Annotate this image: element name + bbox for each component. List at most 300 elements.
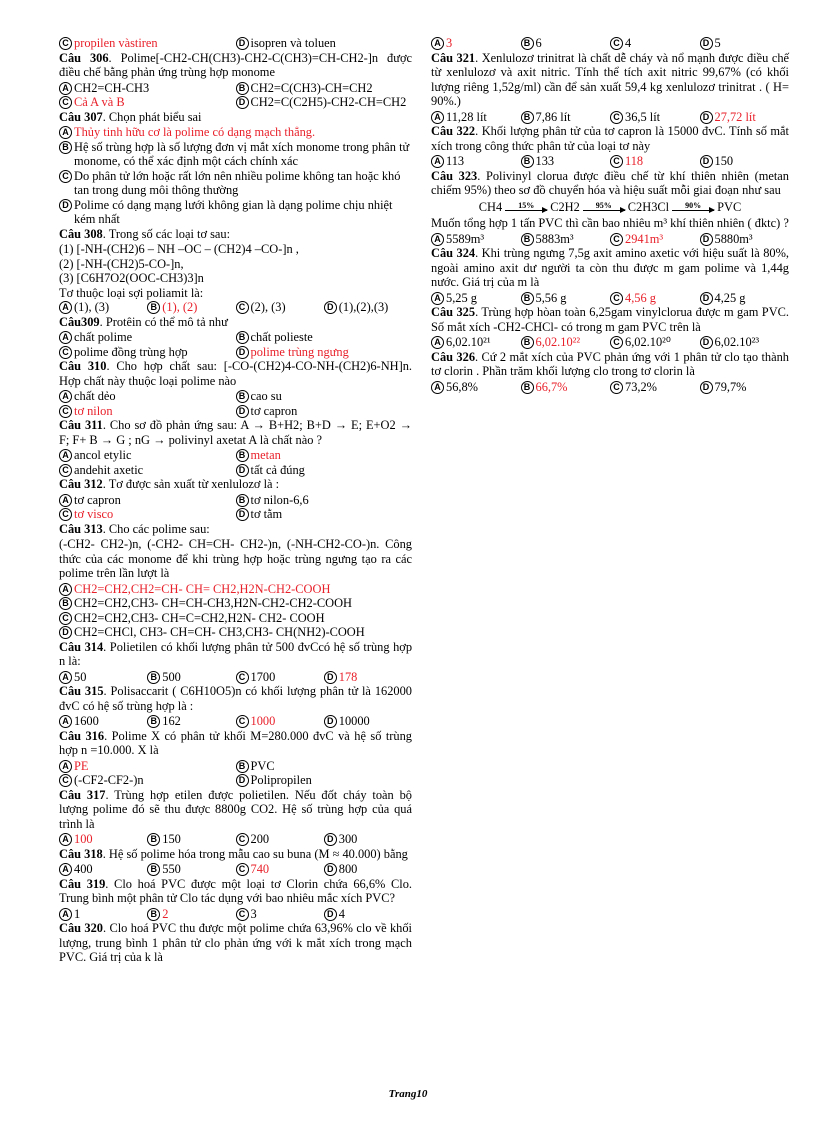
question-311	[59, 418, 412, 447]
answer-option-a	[59, 448, 236, 463]
option-letter-a-icon: A	[59, 126, 72, 139]
option-letter-d-icon: D	[236, 774, 249, 787]
answer-option-d	[700, 335, 790, 350]
answer-option-b	[521, 36, 611, 51]
arrow-right-icon	[583, 210, 625, 211]
option-text: 740	[250, 862, 270, 876]
option-letter-a-icon: A	[59, 760, 72, 773]
option-text: CH2=CH2,CH3- CH=CH-CH3,H2N-CH2-CH2-COOH	[74, 596, 352, 610]
option-text: (1), (2)	[162, 300, 198, 314]
answer-option-c	[610, 232, 700, 247]
option-letter-a-icon: A	[59, 449, 72, 462]
question-322	[431, 124, 789, 153]
question-text: . Polivinyl clorua được điều chế từ khí thiên nhiên (metan chiếm 95%) theo sơ đồ chuyển hóa và hiệu suất mỗi giai đoạn như sau	[431, 168, 789, 197]
answer-option-c	[59, 95, 236, 110]
question-number: Câu 316	[59, 728, 105, 743]
option-text: 150	[714, 154, 734, 168]
option-text: ancol etylic	[74, 448, 132, 462]
option-letter-c-icon: C	[59, 405, 72, 418]
answer-option-d	[324, 714, 412, 729]
question-number: Câu309	[59, 314, 100, 329]
option-text: 5,25 g	[446, 290, 477, 305]
option-text: CH2=C(CH3)-CH=CH2	[250, 80, 373, 95]
question-number: Câu 320	[59, 921, 103, 935]
option-text: 2	[162, 906, 169, 921]
answer-option-c	[236, 714, 324, 729]
answer-option-a	[59, 670, 147, 685]
option-text: 1	[74, 906, 81, 921]
options-q320	[431, 36, 789, 51]
options-q322	[431, 154, 789, 169]
answer-option-b	[147, 300, 235, 315]
option-text: CH2=CHCl, CH3- CH=CH- CH3,CH3- CH(NH2)-COOH	[74, 625, 365, 639]
options-q309	[59, 330, 412, 359]
answer-option-b	[147, 832, 235, 847]
answer-option-c	[59, 463, 236, 478]
option-letter-c-icon: C	[236, 301, 249, 314]
option-text: PVC	[250, 758, 275, 773]
option-letter-d-icon: D	[59, 199, 72, 212]
option-text: Polipropilen	[250, 773, 312, 787]
answer-option-a	[431, 36, 521, 51]
option-letter-a-icon: A	[431, 292, 444, 305]
option-letter-c-icon: C	[236, 908, 249, 921]
species-acetylene: C2H2	[550, 199, 580, 214]
answer-option-c	[59, 169, 412, 198]
question-320	[59, 921, 412, 965]
option-text: 6,02.10²³	[714, 335, 760, 349]
option-letter-d-icon: D	[236, 37, 249, 50]
answer-option-c	[59, 345, 236, 360]
option-letter-b-icon: B	[147, 908, 160, 921]
option-letter-d-icon: D	[700, 37, 713, 50]
left-column	[59, 36, 412, 966]
option-text: 36,5 lít	[625, 109, 661, 124]
answer-option-d	[236, 36, 413, 51]
question-text: . Xenlulozơ trinitrat là chất dễ cháy và nổ mạnh được điều chế từ xenlulozơ và axit nitric. Tính thể tích axit nitric 99,67% (có khối lượng riêng 1,52g/ml) cần để sản xuất 59,4 kg xenlulozơ trinitrat . ( H= 90%.)	[431, 50, 790, 108]
answer-option-d	[236, 507, 413, 522]
option-text: 6,02.10²¹	[446, 335, 491, 349]
options-q314	[59, 670, 412, 685]
question-number: Câu 317	[59, 787, 106, 802]
option-letter-a-icon: A	[59, 715, 72, 728]
option-text: chất dẻo	[74, 389, 116, 403]
option-letter-a-icon: A	[431, 111, 444, 124]
option-letter-d-icon: D	[700, 233, 713, 246]
answer-option-a	[59, 832, 147, 847]
question-316	[59, 729, 412, 758]
option-text: tơ capron	[250, 403, 298, 418]
answer-option-d	[700, 380, 790, 395]
option-text: 6,02.10²⁰	[625, 335, 671, 349]
answer-option-a	[59, 300, 147, 315]
answer-option-d	[236, 773, 413, 788]
answer-option-c	[236, 907, 324, 922]
option-letter-d-icon: D	[324, 301, 337, 314]
answer-option-a	[59, 493, 236, 508]
question-number: Câu 321	[431, 50, 476, 65]
option-text: 1000	[250, 714, 276, 728]
question-number: Câu 310	[59, 359, 107, 373]
question-number: Câu 314	[59, 639, 104, 654]
option-letter-a-icon: A	[59, 833, 72, 846]
option-text: 1600	[74, 714, 99, 728]
option-letter-d-icon: D	[700, 155, 713, 168]
option-text: 5	[714, 36, 721, 50]
question-text: . Trong số các loại tơ sau:	[102, 226, 231, 241]
answer-option-d	[324, 862, 412, 877]
answer-option-a	[59, 389, 236, 404]
question-text: . Chọn phát biểu sai	[102, 109, 202, 124]
option-text: CH2=C(C2H5)-CH2-CH=CH2	[250, 95, 407, 109]
question-306	[59, 51, 412, 80]
option-letter-c-icon: C	[236, 833, 249, 846]
arrow-3	[672, 202, 714, 211]
option-text: PE	[74, 758, 89, 773]
species-pvc: PVC	[717, 199, 742, 214]
question-318	[59, 847, 412, 862]
option-text: Thủy tinh hữu cơ là polime có dạng mạch thẳng.	[74, 125, 316, 139]
answer-option-b	[521, 380, 611, 395]
option-text: tất cả đúng	[250, 462, 305, 477]
option-letter-b-icon: B	[236, 390, 249, 403]
option-text: andehit axetic	[74, 462, 144, 477]
option-letter-b-icon: B	[147, 863, 160, 876]
answer-option-b	[147, 907, 235, 922]
option-letter-a-icon: A	[431, 37, 444, 50]
option-letter-b-icon: B	[147, 671, 160, 684]
option-letter-d-icon: D	[700, 381, 713, 394]
question-text: . Cứ 2 mắt xích của PVC phản ứng với 1 phân tử clo tạo thành tơ clorin . Phần trăm khối lượng clo trong tơ clorin là	[431, 349, 789, 378]
formula-line-1: (1) [-NH-(CH2)6 – NH –OC – (CH2)4 –CO-]n ,	[59, 242, 299, 256]
option-text: tơ nilon	[74, 403, 113, 418]
answer-option-c	[236, 862, 324, 877]
option-text: CH2=CH2,CH3- CH=C=CH2,H2N- CH2- COOH	[74, 610, 325, 625]
option-text: 73,2%	[625, 379, 658, 394]
conversion-scheme	[431, 200, 789, 215]
question-319	[59, 877, 412, 906]
answer-option-d	[324, 907, 412, 922]
option-letter-d-icon: D	[324, 863, 337, 876]
option-text: 5589m³	[446, 231, 485, 246]
answer-option-a	[59, 330, 236, 345]
question-number: Câu 325	[431, 305, 476, 319]
answer-option-c	[236, 300, 324, 315]
option-text: 4,56 g	[625, 290, 656, 305]
option-letter-c-icon: C	[59, 96, 72, 109]
options-q319	[59, 907, 412, 922]
answer-option-c	[59, 773, 236, 788]
option-text: 162	[162, 714, 181, 728]
species-methane: CH4	[478, 199, 503, 214]
option-letter-c-icon: C	[610, 37, 623, 50]
option-letter-d-icon: D	[324, 671, 337, 684]
answer-option-a	[59, 759, 236, 774]
yield-label: 15%	[518, 201, 535, 211]
question-text: . Hệ số polime hóa trong mẫu cao su buna (M ≈ 40.000) bằng	[102, 846, 408, 861]
answer-option-d	[700, 291, 790, 306]
option-text: 2941m³	[625, 231, 664, 246]
answer-option-d	[236, 463, 413, 478]
option-letter-a-icon: A	[59, 331, 72, 344]
option-text: 56,8%	[446, 379, 479, 394]
answer-option-c	[59, 507, 236, 522]
option-letter-a-icon: A	[431, 336, 444, 349]
option-text: Cả A và B	[74, 95, 125, 109]
question-text: . Khi trùng ngưng 7,5g axit amino axetic với hiệu suất là 80%, ngoài amino axit dư người ta còn thu được m gam polime và 1,44g nước. Giá trị của m là	[431, 246, 790, 289]
answer-option-d	[700, 232, 790, 247]
option-letter-b-icon: B	[236, 494, 249, 507]
options-q312	[59, 493, 412, 522]
answer-option-c	[610, 291, 700, 306]
option-text: 133	[535, 154, 555, 168]
options-q308	[59, 300, 412, 315]
options-q321	[431, 110, 789, 125]
answer-option-d	[59, 198, 412, 227]
answer-option-c	[59, 36, 236, 51]
answer-option-c	[236, 832, 324, 847]
arrow-right-icon	[672, 210, 714, 211]
answer-option-d	[700, 110, 790, 125]
option-letter-d-icon: D	[59, 626, 72, 639]
question-number: Câu 306	[59, 50, 109, 65]
arrow-right-icon	[505, 210, 547, 211]
question-number: Câu 311	[59, 418, 103, 432]
question-315	[59, 684, 412, 713]
option-letter-b-icon: B	[521, 381, 534, 394]
option-text: 50	[74, 669, 87, 684]
question-text: . Cho các polime sau:	[102, 521, 210, 536]
question-text: . Trùng hợp hòan toàn 6,25gam vinylclorua được m gam PVC. Số mắt xích -CH2-CHCl- có trong m gam PVC trên là	[431, 305, 790, 334]
species-vinyl-chloride: C2H3Cl	[627, 199, 670, 214]
option-text: chất polieste	[250, 330, 313, 344]
question-text: . Protêin có thể mô tả như	[99, 314, 228, 329]
option-text: 4	[625, 36, 632, 50]
option-text: tơ capron	[74, 492, 121, 507]
question-text: . Khối lượng phân tử của tơ capron là 15000 đvC. Tính số mắt xích trong công thức phân tử của loại tơ này	[431, 124, 789, 153]
option-text: 3	[250, 906, 257, 921]
question-307	[59, 110, 412, 125]
arrow-2	[583, 202, 625, 211]
options-q315	[59, 714, 412, 729]
question-314	[59, 640, 412, 669]
option-letter-a-icon: A	[59, 390, 72, 403]
question-313	[59, 522, 412, 537]
option-text: 6	[535, 36, 542, 50]
answer-option-b	[147, 670, 235, 685]
option-letter-b-icon: B	[521, 111, 534, 124]
options-q310	[59, 389, 412, 418]
options-q325	[431, 335, 789, 350]
option-text: 4	[338, 906, 345, 921]
option-letter-b-icon: B	[236, 760, 249, 773]
answer-option-c	[610, 380, 700, 395]
option-letter-a-icon: A	[59, 494, 72, 507]
option-text: isopren và toluen	[250, 36, 336, 50]
answer-option-b	[59, 596, 412, 611]
option-letter-c-icon: C	[236, 671, 249, 684]
answer-option-a	[59, 582, 412, 597]
question-prompt: Tơ thuộc loại sợi poliamit là:	[59, 285, 204, 300]
option-text: Hệ số trùng hợp là số lượng đơn vị mắt xích monome trong phân tử monome, có thể xác định một cách chính xác	[74, 139, 410, 168]
answer-option-b	[521, 291, 611, 306]
option-text: (1), (3)	[74, 300, 110, 314]
question-text: . Tơ được sản xuất từ xenlulozơ là :	[102, 477, 280, 491]
answer-option-b	[147, 862, 235, 877]
option-letter-b-icon: B	[147, 715, 160, 728]
answer-option-d	[700, 154, 790, 169]
answer-option-b	[59, 140, 412, 169]
option-text: 79,7%	[714, 379, 747, 394]
answer-option-b	[236, 493, 413, 508]
option-text: 10000	[338, 714, 370, 728]
option-text: tơ nilon-6,6	[250, 492, 309, 507]
answer-option-b	[521, 335, 611, 350]
option-letter-d-icon: D	[324, 715, 337, 728]
option-letter-a-icon: A	[59, 583, 72, 596]
option-text: 200	[250, 832, 270, 846]
option-letter-b-icon: B	[236, 82, 249, 95]
answer-option-a	[59, 907, 147, 922]
option-letter-c-icon: C	[610, 292, 623, 305]
question-text: . Polime X có phân tử khối M=280.000 đvC và hệ số trùng hợp n =10.000. X là	[59, 728, 413, 757]
option-letter-a-icon: A	[431, 381, 444, 394]
answer-option-a	[431, 380, 521, 395]
question-text: . Cho sơ đồ phản ứng sau: A → B+H2; B+D → E; E+O2 → F; F+ B → G ; nG → polivinyl axetat A là chất nào ?	[59, 418, 412, 447]
options-q313	[59, 582, 412, 640]
option-text: CH2=CH2,CH2=CH- CH= CH2,H2N-CH2-COOH	[74, 581, 331, 596]
answer-option-b	[236, 759, 413, 774]
question-text: . Clo hoá PVC thu được một polime chứa 63,96% clo về khối lượng, trung bình 1 phân tử clo phản ứng với k mắt xích trong mạch PVC. Giá trị của k là	[59, 921, 412, 964]
option-text: 118	[625, 154, 644, 168]
option-text: (1),(2),(3)	[338, 300, 389, 314]
question-323	[431, 169, 789, 198]
answer-option-a	[59, 81, 236, 96]
option-letter-b-icon: B	[236, 331, 249, 344]
option-text: 178	[338, 669, 358, 684]
formula-line-2: (2) [-NH-(CH2)5-CO-]n,	[59, 256, 184, 271]
answer-option-b	[521, 110, 611, 125]
answer-option-a	[431, 110, 521, 125]
option-letter-d-icon: D	[324, 908, 337, 921]
right-column	[431, 36, 789, 394]
answer-option-a	[59, 125, 412, 140]
option-letter-c-icon: C	[610, 111, 623, 124]
answer-option-b	[521, 154, 611, 169]
options-q326	[431, 380, 789, 395]
option-text: 1700	[250, 669, 276, 684]
option-text: 7,86 lít	[535, 109, 571, 124]
answer-option-b	[236, 81, 413, 96]
option-text: 150	[162, 832, 181, 846]
option-letter-c-icon: C	[236, 863, 249, 876]
option-letter-a-icon: A	[59, 908, 72, 921]
question-number: Câu 313	[59, 521, 103, 536]
option-text: cao su	[250, 389, 282, 403]
question-text: . Cho hợp chất sau: [-CO-(CH2)4-CO-NH-(CH2)6-NH]n. Hợp chất này thuộc loại polime nào	[59, 359, 413, 388]
option-text: 27,72 lít	[714, 109, 756, 124]
question-number: Câu 322	[431, 124, 476, 138]
option-text: CH2=CH-CH3	[74, 80, 150, 95]
question-325	[431, 305, 789, 334]
answer-option-d	[324, 300, 412, 315]
option-letter-c-icon: C	[59, 612, 72, 625]
answer-option-d	[236, 345, 413, 360]
question-308	[59, 227, 412, 242]
option-letter-c-icon: C	[59, 774, 72, 787]
question-321	[431, 51, 789, 109]
option-text: Do phân tử lớn hoặc rất lớn nên nhiều polime không tan hoặc khó tan trong dung môi thông thường	[74, 168, 401, 197]
page-footer: Trang10	[388, 1088, 428, 1100]
formula-line-3: (3) [C6H7O2(OOC-CH3)3]n	[59, 271, 204, 285]
question-number: Câu 312	[59, 477, 103, 491]
option-letter-c-icon: C	[59, 170, 72, 183]
answer-option-d	[59, 625, 412, 640]
option-text: propilen vàstiren	[74, 36, 158, 50]
option-letter-b-icon: B	[521, 233, 534, 246]
option-letter-d-icon: D	[236, 346, 249, 359]
options-q318	[59, 862, 412, 877]
answer-option-c	[59, 404, 236, 419]
answer-option-d	[324, 832, 412, 847]
question-text: . Polime[-CH2-CH(CH3)-CH2-C(CH3)=CH-CH2-]n được điều chế bằng phản ứng trùng hợp monome	[59, 50, 412, 79]
option-text: 4,25 g	[714, 290, 746, 305]
answer-option-c	[610, 36, 700, 51]
answer-option-d	[236, 404, 413, 419]
answer-option-a	[431, 291, 521, 306]
question-text: . Polisaccarit ( C6H10O5)n có khối lượng phân tử là 162000 đvC có hệ số trùng hợp là :	[59, 684, 413, 713]
option-text: tơ tằm	[250, 507, 283, 521]
option-letter-d-icon: D	[236, 464, 249, 477]
answer-option-a	[59, 862, 147, 877]
options-q316	[59, 759, 412, 788]
option-letter-a-icon: A	[431, 155, 444, 168]
option-letter-a-icon: A	[59, 863, 72, 876]
option-letter-a-icon: A	[59, 301, 72, 314]
yield-label: 95%	[595, 201, 612, 211]
answer-option-b	[236, 448, 413, 463]
answer-option-a	[431, 232, 521, 247]
question-number: Câu 307	[59, 109, 103, 124]
option-text: 66,7%	[535, 379, 568, 394]
option-text: (-CF2-CF2-)n	[74, 773, 144, 787]
option-text: polime đồng trùng hợp	[74, 344, 188, 359]
option-text: 11,28 lít	[446, 109, 487, 124]
option-text: metan	[250, 448, 281, 462]
option-text: chất polime	[74, 330, 133, 344]
option-text: 6,02.10²²	[535, 335, 581, 349]
answer-option-d	[324, 670, 412, 685]
option-letter-b-icon: B	[521, 37, 534, 50]
question-number: Câu 324	[431, 246, 476, 260]
answer-option-a	[59, 714, 147, 729]
options-q305	[59, 36, 412, 51]
option-text: polime trùng ngưng	[250, 344, 349, 359]
option-letter-b-icon: B	[59, 141, 72, 154]
option-letter-b-icon: B	[236, 449, 249, 462]
option-text: 3	[446, 36, 453, 50]
answer-option-b	[521, 232, 611, 247]
option-letter-d-icon: D	[700, 111, 713, 124]
option-text: 5883m³	[535, 231, 574, 246]
answer-option-d	[700, 36, 790, 51]
option-letter-d-icon: D	[700, 292, 713, 305]
answer-option-a	[431, 335, 521, 350]
question-317	[59, 788, 412, 832]
option-letter-c-icon: C	[59, 464, 72, 477]
option-letter-d-icon: D	[700, 336, 713, 349]
answer-option-c	[236, 670, 324, 685]
